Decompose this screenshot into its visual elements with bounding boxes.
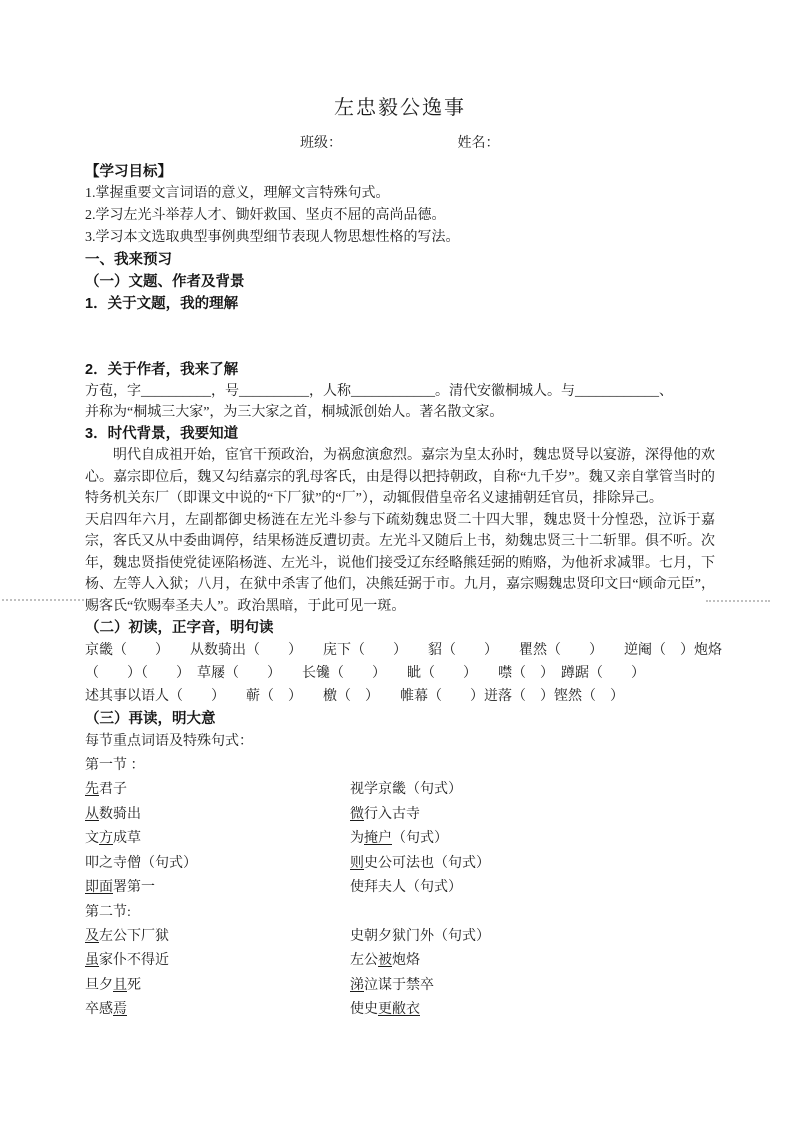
vocab-term: 则史公可法也（句式） xyxy=(350,855,490,871)
goal-item-3: 3.学习本文选取典型事例典型细节表现人物思想性格的写法。 xyxy=(85,230,460,245)
pronunciation-row-1: 京畿（ ） 从数骑出（ ） 庑下（ ） 貂（ ） 瞿然（ ） 逆阉（ ）炮烙 xyxy=(85,643,722,658)
class-name-line xyxy=(85,134,715,154)
vocab-row xyxy=(85,876,715,901)
vocab-term: 虽家仆不得近 xyxy=(85,953,169,968)
vocab-term: 先君子 xyxy=(85,782,127,797)
subsection-3-heading: （三）再读，明大意 xyxy=(85,711,216,727)
document-content xyxy=(85,0,722,1023)
question-1-heading: 1．关于文题，我的理解 xyxy=(85,296,239,312)
vocab-term: 使史更敝衣 xyxy=(350,1002,420,1017)
vocab-term: 史朝夕狱门外（句式） xyxy=(350,928,490,944)
subsection-2-heading: （二）初读，正字音，明句读 xyxy=(85,620,274,636)
vocab-term: 及左公下厂狱 xyxy=(85,928,169,944)
vocab-term: 使拜夫人（句式） xyxy=(350,880,462,895)
vocab-term: 涕泣谋于禁卒 xyxy=(350,977,434,993)
pronunciation-row-2: （ ）（ ） 草屦（ ） 长镵（ ） 眦（ ） 噤（ ） 蹲踞（ ） xyxy=(85,666,645,681)
vocab-term: 旦夕且死 xyxy=(85,977,141,993)
learning-goals-heading: 【学习目标】 xyxy=(85,164,172,180)
vocab-row xyxy=(85,974,715,999)
page-break-dots-right xyxy=(706,600,770,602)
vocab-term: 微行入古寺 xyxy=(350,806,420,822)
goal-item-2: 2.学习左光斗举荐人才、锄奸救国、坚贞不屈的高尚品德。 xyxy=(85,208,446,223)
vocab-term: 叩之寺僧（句式） xyxy=(85,855,197,871)
part1-label: 第一节 ： xyxy=(85,758,145,773)
vocab-term: 视学京畿（句式） xyxy=(350,782,462,797)
pronunciation-row-3: 述其事以语人（ ） 蕲（ ） 檄（ ） 帷幕（ ）迸落（ ）铿然（ ） xyxy=(85,689,624,704)
vocab-row xyxy=(85,949,715,974)
vocab-row xyxy=(85,925,715,950)
name-label: 姓名： xyxy=(457,136,500,151)
vocab-row xyxy=(85,852,715,877)
goal-item-1: 1.掌握重要文言词语的意义，理解文言特殊句式。 xyxy=(85,186,390,201)
author-info-line: 并称为“桐城三大家”，为三大家之首，桐城派创始人。著名散文家。 xyxy=(85,405,504,420)
vocab-row xyxy=(85,803,715,828)
background-paragraph-1: 明代自成祖开始，宦官干预政治，为祸愈演愈烈。嘉宗为皇太孙时，魏忠贤导以宴游，深得他的欢心。嘉宗即位后，魏又勾结嘉宗的乳母客氏，由是得以把持朝政，自称“九千岁”。魏又亲自掌管当时的特务机关东厂（即课文中说的“下厂狱”的“厂”），动辄假借皇帝名义逮捕朝廷官员，排除异己。 xyxy=(85,448,715,506)
vocab-term: 文方成草 xyxy=(85,831,141,846)
background-paragraph-2: 天启四年六月，左副都御史杨涟在左光斗参与下疏劾魏忠贤二十四大罪，魏忠贤十分惶恐，泣诉于嘉宗，客氏又从中委曲调停，结果杨涟反遭切责。左光斗又随后上书，劾魏忠贤三十二斩罪。俱不听。次年，魏忠贤指使党徒诬陷杨涟、左光斗，说他们接受辽东经略熊廷弼的贿赂，为他祈求减罪。七月，下杨、左等人入狱；八月，在狱中杀害了他们，决熊廷弼于市。九月，嘉宗赐魏忠贤印文曰“顾命元臣”，赐客氏“钦赐奉圣夫人”。政治黑暗，于此可见一斑。 xyxy=(85,512,715,614)
vocab-row xyxy=(85,998,715,1023)
page-break-dots-left xyxy=(2,599,84,601)
class-label: 班级： xyxy=(300,136,342,151)
vocab-term: 卒感焉 xyxy=(85,1002,127,1017)
vocab-row xyxy=(85,778,715,803)
vocab-intro: 每节重点词语及特殊句式： xyxy=(85,734,253,749)
vocab-term: 为掩户（句式） xyxy=(350,831,448,846)
question-3-heading: 3．时代背景，我要知道 xyxy=(85,426,239,442)
page-title: 左忠毅公逸事 xyxy=(334,97,466,119)
part2-label: 第二节: xyxy=(85,904,131,920)
section-preview-heading: 一、我来预习 xyxy=(85,252,172,268)
vocab-term: 左公被炮烙 xyxy=(350,953,420,968)
vocab-term: 即面署第一 xyxy=(85,880,155,895)
author-fill-line: 方苞，字__________，号__________，人称____________。清代安徽桐城人。与____________、 xyxy=(85,384,673,399)
subsection-1-heading: （一）文题、作者及背景 xyxy=(85,274,245,290)
question-2-heading: 2．关于作者，我来了解 xyxy=(85,362,239,378)
vocab-row xyxy=(85,827,715,852)
vocab-term: 从数骑出 xyxy=(85,806,141,822)
